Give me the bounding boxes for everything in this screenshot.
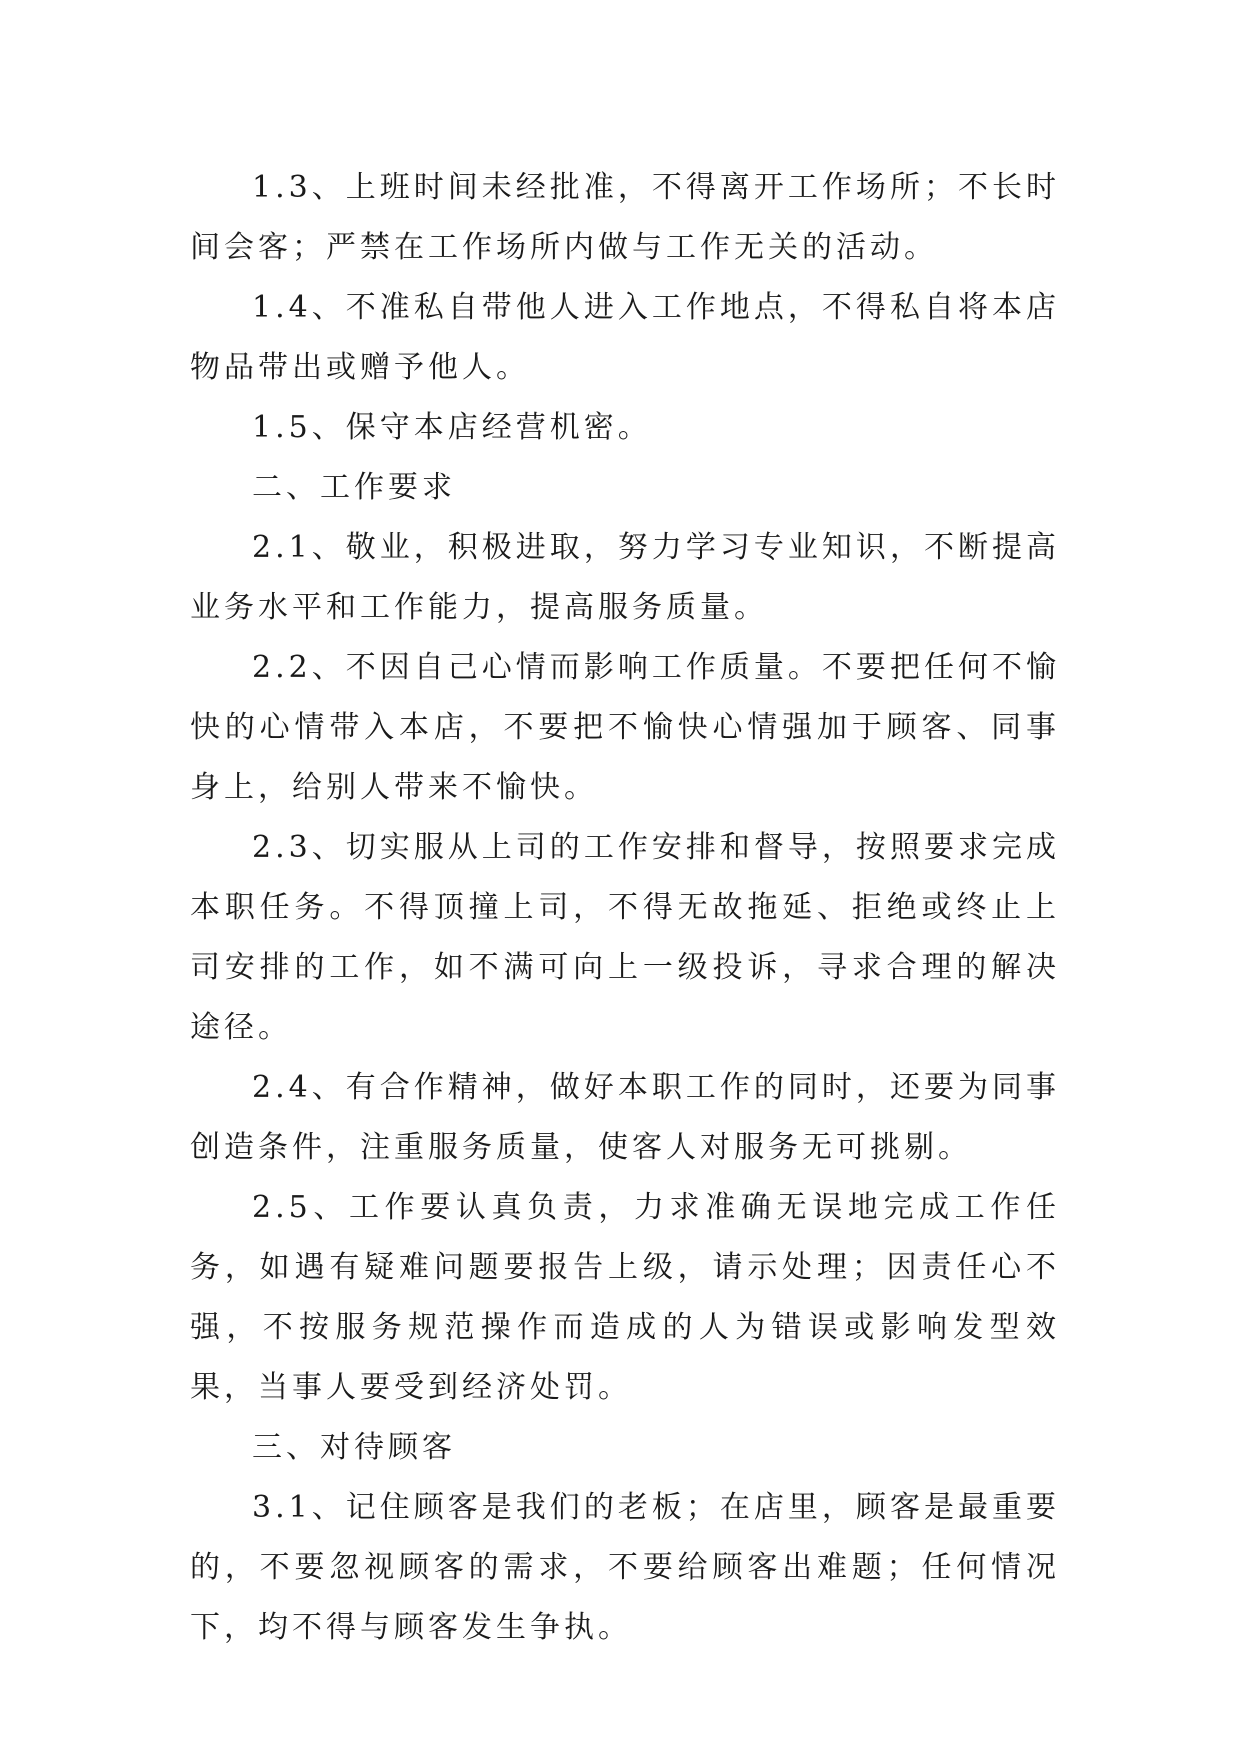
paragraph-2-1: 2.1、敬业，积极进取，努力学习专业知识，不断提高业务水平和工作能力，提高服务质量。 xyxy=(190,530,1060,625)
paragraph-2-2: 2.2、不因自己心情而影响工作质量。不要把任何不愉快的心情带入本店，不要把不愉快心情强加于顾客、同事身上，给别人带来不愉快。 xyxy=(190,650,1060,805)
section-heading-3: 三、对待顾客 xyxy=(252,1430,456,1465)
section-heading-2: 二、工作要求 xyxy=(252,470,456,505)
paragraph-3-1: 3.1、记住顾客是我们的老板；在店里，顾客是最重要的，不要忽视顾客的需求，不要给顾客出难题；任何情况下，均不得与顾客发生争执。 xyxy=(190,1490,1060,1645)
paragraph-2-3: 2.3、切实服从上司的工作安排和督导，按照要求完成本职任务。不得顶撞上司，不得无故拖延、拒绝或终止上司安排的工作，如不满可向上一级投诉，寻求合理的解决途径。 xyxy=(190,830,1060,1045)
paragraph-1-3: 1.3、上班时间未经批准，不得离开工作场所；不长时间会客；严禁在工作场所内做与工作无关的活动。 xyxy=(190,170,1060,265)
document-body xyxy=(190,158,1060,1658)
paragraph-1-4: 1.4、不准私自带他人进入工作地点，不得私自将本店物品带出或赠予他人。 xyxy=(190,290,1060,385)
paragraph-1-5: 1.5、保守本店经营机密。 xyxy=(252,410,652,445)
paragraph-2-5: 2.5、工作要认真负责，力求准确无误地完成工作任务，如遇有疑难问题要报告上级，请示处理；因责任心不强，不按服务规范操作而造成的人为错误或影响发型效果，当事人要受到经济处罚。 xyxy=(190,1190,1060,1405)
paragraph-2-4: 2.4、有合作精神，做好本职工作的同时，还要为同事创造条件，注重服务质量，使客人对服务无可挑剔。 xyxy=(190,1070,1060,1165)
